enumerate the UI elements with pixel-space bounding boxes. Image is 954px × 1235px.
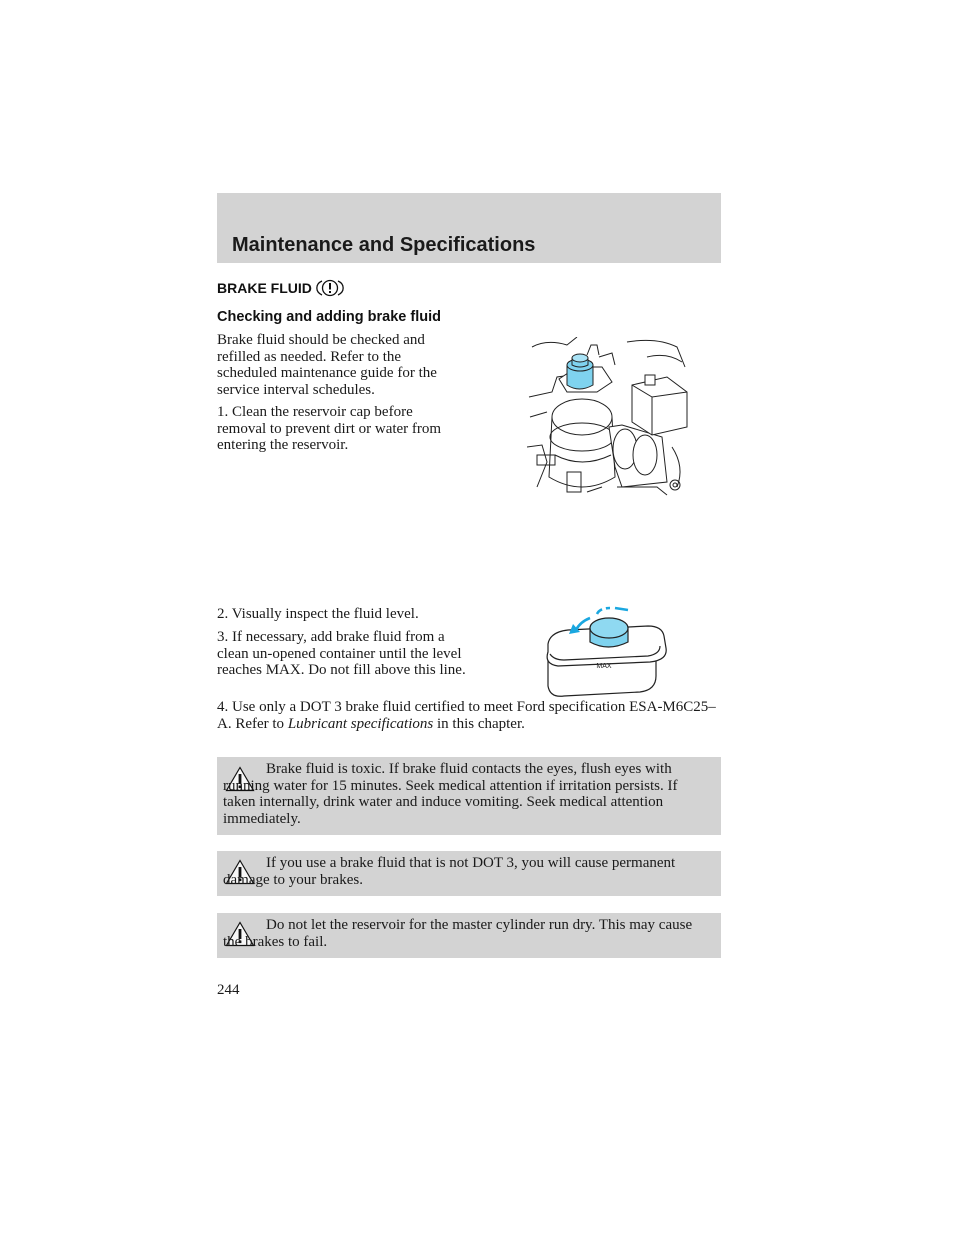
- step-2-paragraph: 2. Visually inspect the fluid level.: [217, 606, 419, 622]
- section-heading: [217, 278, 344, 298]
- intro-paragraph: Brake fluid should be checked and refilled as needed. Refer to the scheduled maintenance guide for the service interval schedules.: [217, 332, 437, 398]
- section-header-band: [217, 193, 721, 263]
- brake-warning-icon: [316, 278, 344, 298]
- engine-reservoir-illustration: [527, 337, 689, 499]
- warning-text: Do not let the reservoir for the master cylinder run dry. This may cause the brakes to fail.: [223, 917, 693, 950]
- section-heading-label: BRAKE FLUID: [217, 280, 312, 296]
- page-number: 244: [217, 982, 240, 998]
- step-4-text-end: in this chapter.: [433, 715, 525, 732]
- step-1-paragraph: 1. Clean the reservoir cap before removal to prevent dirt or water from entering the reservoir.: [217, 404, 442, 454]
- step-4-paragraph: [217, 699, 717, 732]
- warning-text: If you use a brake fluid that is not DOT 3, you will cause permanent damage to your brakes.: [223, 855, 676, 888]
- warning-box-run-dry: [217, 913, 721, 958]
- max-label: MAX: [596, 663, 612, 670]
- warning-box-dot3: [217, 851, 721, 896]
- warning-box-toxic: [217, 757, 721, 835]
- lubricant-specifications-reference: Lubricant specifications: [287, 715, 434, 732]
- page-title: Maintenance and Specifications: [232, 234, 536, 256]
- warning-text: Brake fluid is toxic. If brake fluid contacts the eyes, flush eyes with running water for 15 minutes. Seek medical attention if irritation persists. If taken internally, drink water and induce vomiting. Seek medical attention immediately.: [223, 761, 678, 827]
- step-3-paragraph: 3. If necessary, add brake fluid from a clean un-opened container until the level reaches MAX. Do not fill above this line.: [217, 629, 466, 679]
- subsection-heading: Checking and adding brake fluid: [217, 309, 441, 325]
- step-4-text: 4. Use only a DOT 3 brake fluid certified to meet Ford specification ESA-M6C25–A. Refer to: [217, 699, 716, 732]
- reservoir-max-illustration: [540, 604, 670, 700]
